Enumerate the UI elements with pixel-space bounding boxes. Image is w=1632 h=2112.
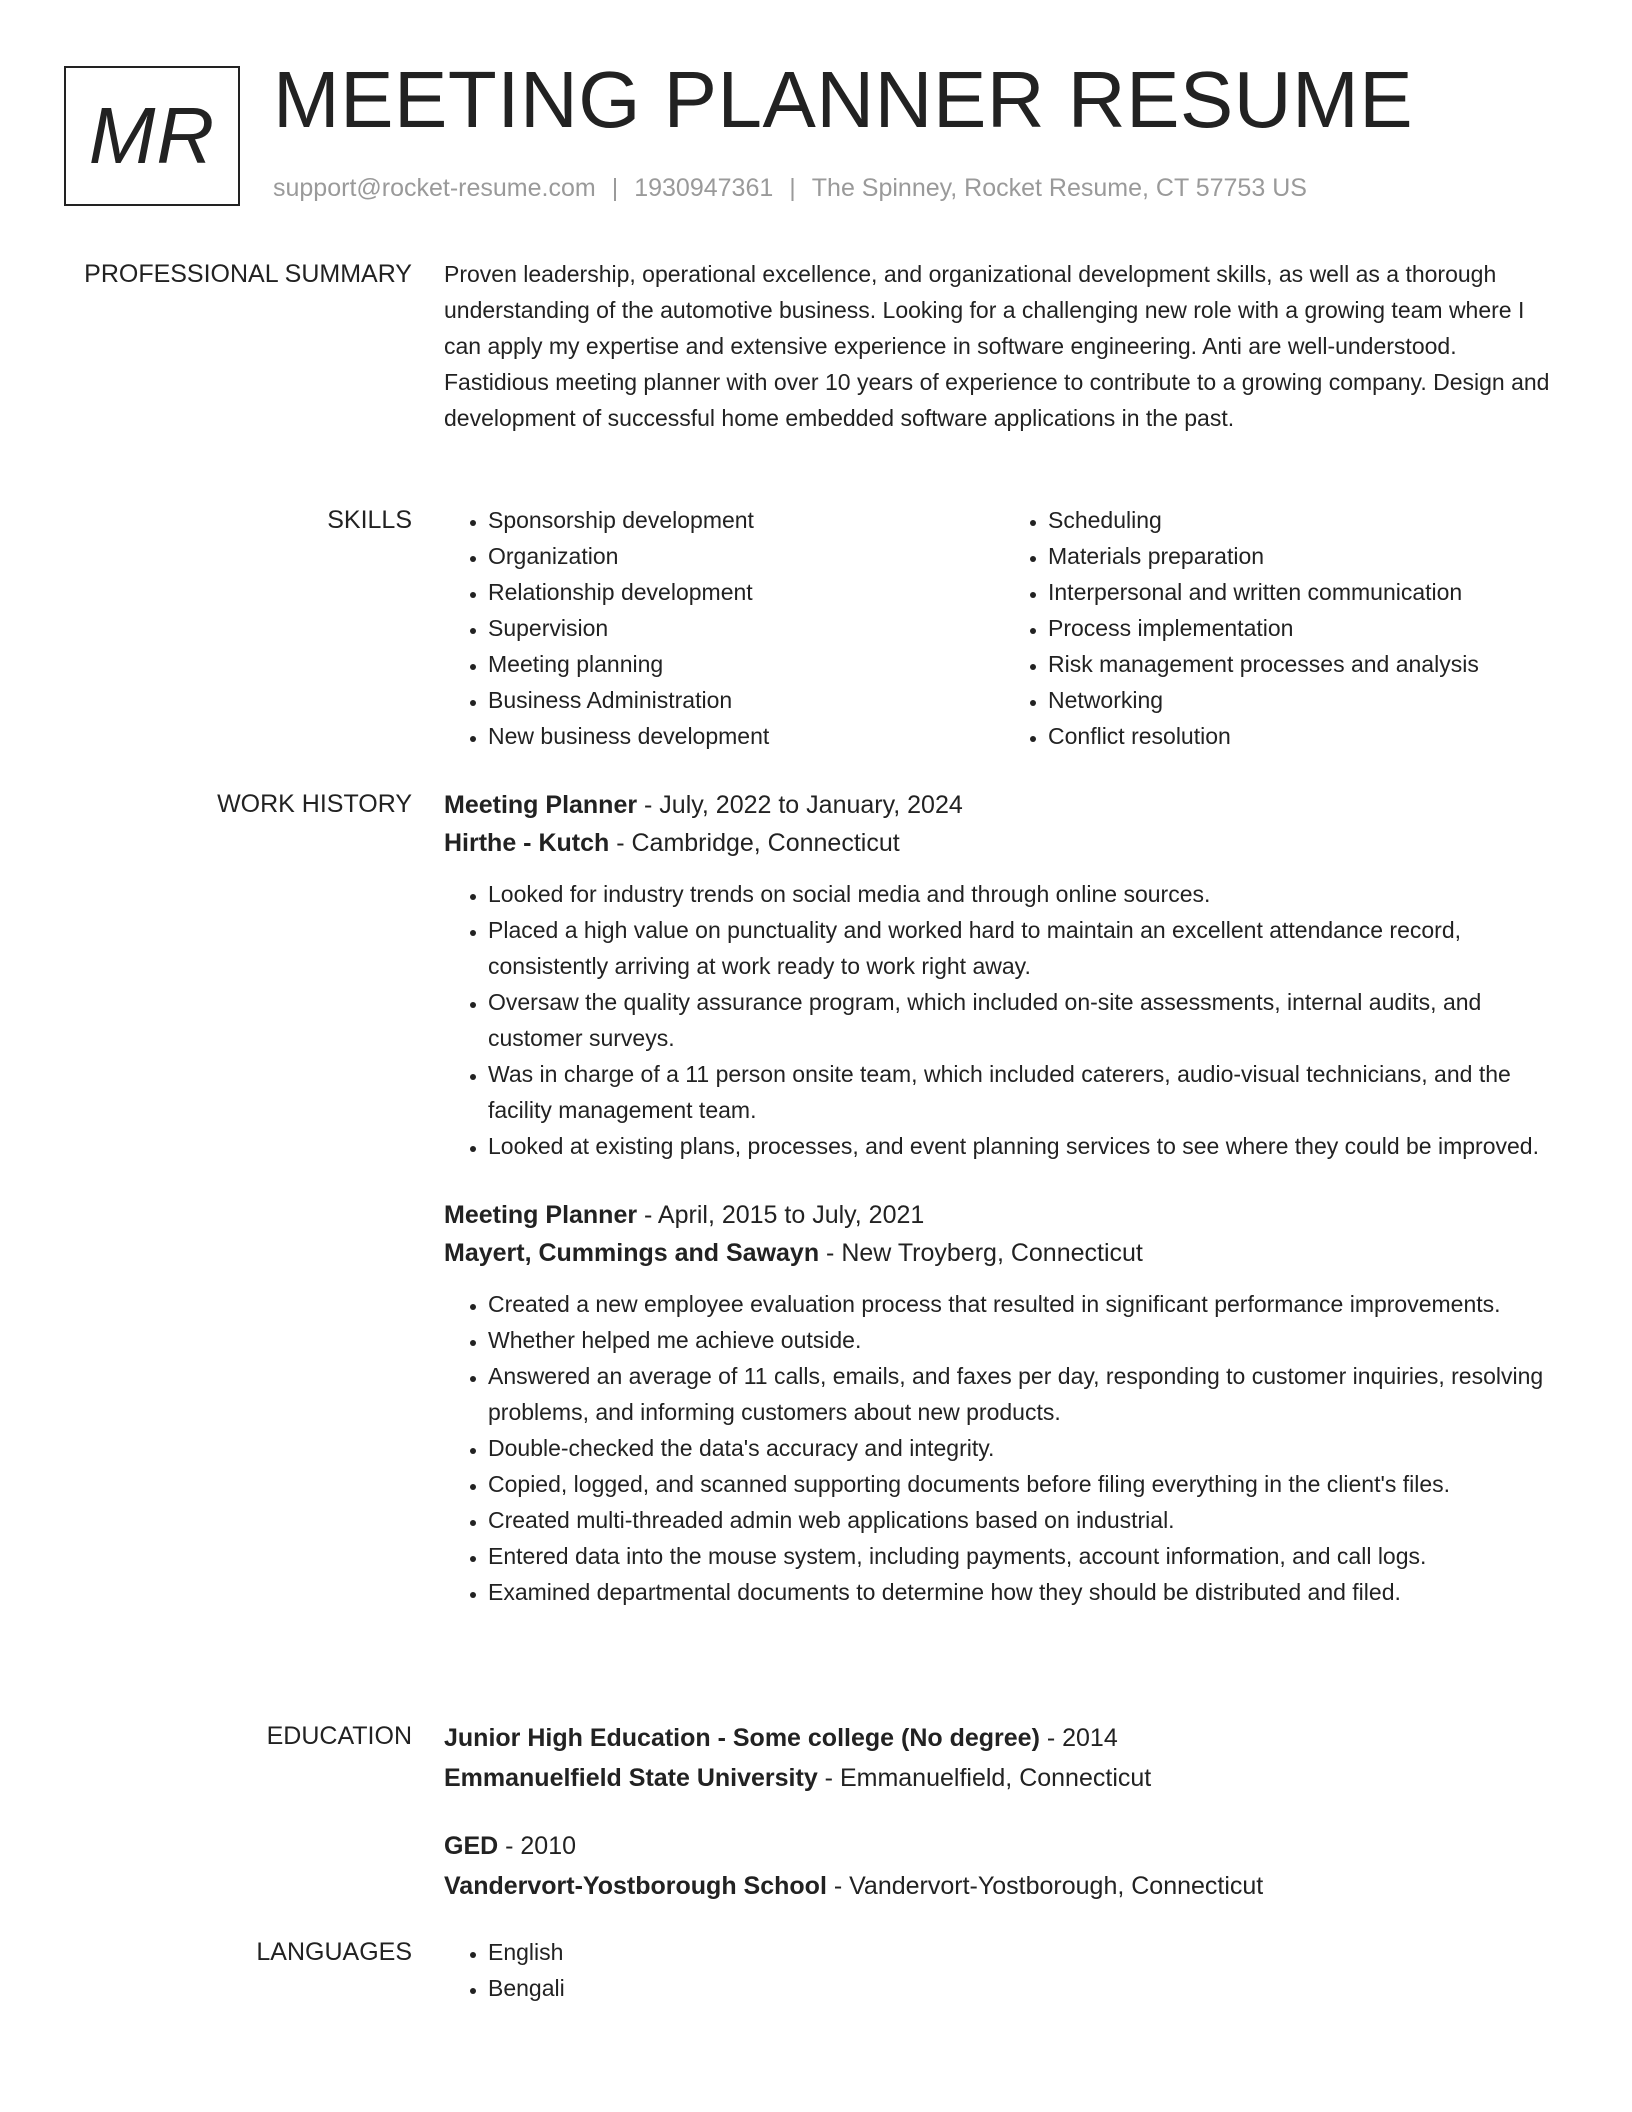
education-location: - Vandervort-Yostborough, Connecticut [826,1872,1264,1900]
job-bullet: • Looked at existing plans, processes, and event planning services to see where they could be improved. [488,1128,1564,1164]
skills-list-left [444,502,1004,754]
job-company-line [444,824,1564,862]
language-item: • Bengali [488,1970,1564,2006]
job-title-line [444,1196,1564,1234]
education-degree-line [444,1718,1564,1758]
job-bullet: • Created a new employee evaluation process that resulted in significant performance improvements. [488,1286,1564,1322]
job-entry [444,1196,1564,1610]
job-title: Meeting Planner [444,791,638,819]
education-school-line [444,1758,1564,1798]
summary-label: PROFESSIONAL SUMMARY [84,260,412,288]
skill-item: • Meeting planning [488,646,1004,682]
education-label: EDUCATION [266,1722,412,1750]
job-company: Mayert, Cummings and Sawayn [444,1239,820,1267]
education-entry [444,1826,1564,1906]
job-bullet: • Looked for industry trends on social media and through online sources. [488,876,1564,912]
job-title: Meeting Planner [444,1201,638,1229]
resume-title: MEETING PLANNER RESUME [273,55,1414,144]
skills-columns [444,502,1564,754]
job-bullet-list [444,876,1564,1164]
education-school-line [444,1866,1564,1906]
skill-item: • Risk management processes and analysis [1048,646,1564,682]
education-degree: Junior High Education - Some college (No degree) [444,1724,1040,1752]
work-history-body [444,786,1564,1610]
languages-label: LANGUAGES [256,1938,412,1966]
contact-address: The Spinney, Rocket Resume, CT 57753 US [811,174,1307,202]
job-bullet: • Was in charge of a 11 person onsite team, which included caterers, audio-visual technicians, and the facility management team. [488,1056,1564,1128]
work-history-label: WORK HISTORY [217,790,412,818]
job-bullet: • Examined departmental documents to determine how they should be distributed and filed. [488,1574,1564,1610]
education-school: Emmanuelfield State University [444,1764,818,1792]
job-dates: - July, 2022 to January, 2024 [637,791,963,819]
skill-item: • Conflict resolution [1048,718,1564,754]
education-body [444,1718,1564,1906]
job-bullet: • Placed a high value on punctuality and worked hard to maintain an excellent attendance record, consistently arriving at work ready to work right away. [488,912,1564,984]
contact-phone: 1930947361 [634,174,774,202]
languages-body [444,1934,1564,2006]
education-degree-line [444,1826,1564,1866]
job-bullet: • Oversaw the quality assurance program, which included on-site assessments, internal audits, and customer surveys. [488,984,1564,1056]
job-bullet: • Entered data into the mouse system, including payments, account information, and call logs. [488,1538,1564,1574]
job-location: - Cambridge, Connecticut [609,829,900,857]
education-school: Vandervort-Yostborough School [444,1872,827,1900]
skill-item: • Process implementation [1048,610,1564,646]
skill-item: • Organization [488,538,1004,574]
languages-list [444,1934,1564,2006]
contact-email: support@rocket-resume.com [273,174,596,202]
job-company-line [444,1234,1564,1272]
skill-item: • New business development [488,718,1004,754]
skill-item: • Business Administration [488,682,1004,718]
education-year: - 2010 [498,1832,577,1860]
skill-item: • Interpersonal and written communication [1048,574,1564,610]
monogram-box [64,66,240,206]
skill-item: • Scheduling [1048,502,1564,538]
skill-item: • Sponsorship development [488,502,1004,538]
job-bullet-list [444,1286,1564,1610]
job-title-line [444,786,1564,824]
monogram-initials: MR [88,91,216,180]
summary-text: Proven leadership, operational excellence, and organizational development skills, as well as a thorough understanding of the automotive business. Looking for a challenging new role with a growing team where I can apply my expertise and extensive experience in software engineering. Anti are well-understood. Fastidious meeting planner with over 10 years of experience to contribute to a growing company. Design and development of successful home embedded software applications in the past. [444,261,1550,431]
contact-line [273,174,1307,203]
language-item: • English [488,1934,1564,1970]
job-bullet: • Created multi-threaded admin web applications based on industrial. [488,1502,1564,1538]
job-dates: - April, 2015 to July, 2021 [637,1201,925,1229]
job-bullet: • Copied, logged, and scanned supporting documents before filing everything in the client's files. [488,1466,1564,1502]
skill-item: • Networking [1048,682,1564,718]
education-location: - Emmanuelfield, Connecticut [817,1764,1152,1792]
contact-separator: | [789,174,796,202]
education-degree: GED [444,1832,499,1860]
job-company: Hirthe - Kutch [444,829,610,857]
education-entry [444,1718,1564,1798]
contact-separator: | [611,174,619,202]
job-bullet: • Whether helped me achieve outside. [488,1322,1564,1358]
skills-label: SKILLS [327,506,412,534]
skills-list-right [1004,502,1564,754]
job-location: - New Troyberg, Connecticut [819,1239,1143,1267]
job-bullet: • Answered an average of 11 calls, emails, and faxes per day, responding to customer inquiries, resolving problems, and informing customers about new products. [488,1358,1564,1430]
skill-item: • Supervision [488,610,1004,646]
skill-item: • Materials preparation [1048,538,1564,574]
education-year: - 2014 [1039,1724,1118,1752]
job-entry [444,786,1564,1164]
skill-item: • Relationship development [488,574,1004,610]
job-bullet: • Double-checked the data's accuracy and integrity. [488,1430,1564,1466]
